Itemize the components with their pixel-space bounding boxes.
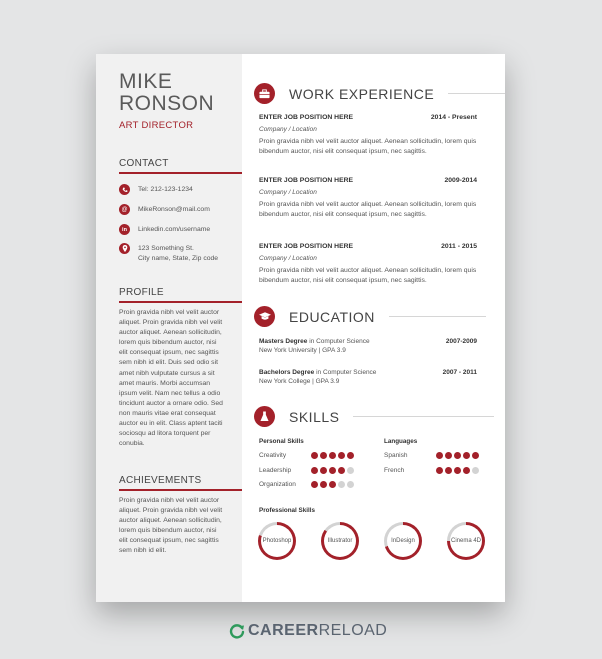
languages-label: Languages: [384, 438, 418, 445]
education-field: in Computer Science: [307, 338, 370, 345]
contact-heading: CONTACT: [119, 158, 242, 174]
skill-ring-label: Cinema 4D: [450, 525, 482, 557]
rating-dot-filled: [454, 452, 461, 459]
education-entry: [259, 337, 477, 355]
skill-ring-label: Illustrator: [324, 525, 356, 557]
skill-name: Creativity: [259, 452, 287, 459]
skill-row: [259, 481, 356, 488]
rating-dot-filled: [320, 452, 327, 459]
rating-dot-filled: [329, 452, 336, 459]
phone-text: Tel: 212-123-1234: [138, 186, 193, 193]
rating-dot-filled: [320, 481, 327, 488]
rating-dot-filled: [320, 467, 327, 474]
education-degree: Bachelors Degree: [259, 369, 315, 376]
skill-ring: [447, 522, 485, 560]
address-line-1: 123 Something St.: [138, 245, 194, 252]
rating-dot-empty: [347, 481, 354, 488]
skill-ring-label: InDesign: [387, 525, 419, 557]
skill-row: [384, 467, 481, 474]
work-experience-title: WORK EXPERIENCE: [289, 85, 435, 102]
skill-name: Spanish: [384, 452, 408, 459]
skills-divider: [353, 416, 494, 417]
rating-dot-empty: [338, 481, 345, 488]
job-company: Company / Location: [259, 255, 317, 262]
rating-dot-filled: [463, 452, 470, 459]
rating-dot-filled: [311, 452, 318, 459]
rating-dot-filled: [436, 452, 443, 459]
skill-rating: [311, 452, 356, 459]
skill-ring-label: Photoshop: [261, 525, 293, 557]
work-divider: [448, 93, 505, 94]
professional-skills-label: Professional Skills: [259, 507, 315, 514]
job-description: Proin gravida nibh vel velit auctor aliquet. Aenean sollicitudin, lorem quis bibendum auctor, nisi elit consequat ipsum, nec sagittis.: [259, 138, 477, 155]
email-text: MikeRonson@mail.com: [138, 206, 210, 213]
rating-dot-empty: [347, 467, 354, 474]
rating-dot-filled: [436, 467, 443, 474]
skill-name: Organization: [259, 481, 296, 488]
skill-rating: [436, 452, 481, 459]
skill-rating: [311, 481, 356, 488]
resume-name: [119, 71, 214, 115]
location-pin-icon: [119, 243, 130, 254]
skill-rating: [311, 467, 356, 474]
rating-dot-filled: [329, 481, 336, 488]
briefcase-icon: [254, 83, 275, 104]
rating-dot-filled: [338, 467, 345, 474]
education-dates: 2007 - 2011: [442, 369, 477, 376]
job-position: ENTER JOB POSITION HERE: [259, 177, 354, 184]
profile-text: Proin gravida nibh vel velit auctor aliquet. Proin gravida nibh vel velit auctor aliquet. Aenean sollicitudin, lorem quis bibendum auctor, nisi elit consequat ipsum, nec sagittis sem nibh id elit. Duis sed odio sit amet nibh vulputate cursus a sit amet mauris. Morbi accumsan ipsum velit. Nam nec tellus a odio tincidunt auctor a ornare odio. Sed non mauris vitae erat consequat auctor eu in elit. Class aptent taciti sociosqu ad litora torquent per conubia.: [119, 309, 223, 448]
contact-linkedin: [119, 224, 210, 235]
job-description: Proin gravida nibh vel velit auctor aliquet. Aenean sollicitudin, lorem quis bibendum auctor, nisi elit consequat ipsum, nec sagittis.: [259, 267, 477, 284]
job-position: ENTER JOB POSITION HERE: [259, 114, 354, 121]
name-last: RONSON: [119, 92, 215, 115]
education-header: [254, 306, 486, 327]
linkedin-icon: in: [119, 224, 130, 235]
rating-dot-filled: [311, 467, 318, 474]
job-position: ENTER JOB POSITION HERE: [259, 243, 354, 250]
brand-part-1: CAREER: [248, 622, 319, 639]
rating-dot-filled: [472, 452, 479, 459]
rating-dot-filled: [329, 467, 336, 474]
skills-header: [254, 406, 494, 427]
name-first: MIKE: [119, 70, 173, 93]
work-experience-header: [254, 83, 505, 104]
address-line-2: City name, State, Zip code: [138, 255, 219, 262]
skill-row: [259, 467, 356, 474]
education-field: in Computer Science: [314, 369, 377, 376]
rating-dot-filled: [445, 467, 452, 474]
rating-dot-filled: [454, 467, 461, 474]
job-dates: 2014 - Present: [430, 114, 477, 121]
skill-rating: [436, 467, 481, 474]
job-entry: [259, 243, 477, 286]
refresh-logo-icon: [229, 623, 245, 639]
job-description: Proin gravida nibh vel velit auctor aliquet. Aenean sollicitudin, lorem quis bibendum auctor, nisi elit consequat ipsum, nec sagittis.: [259, 201, 477, 218]
linkedin-text: Linkedin.com/username: [138, 226, 211, 233]
education-degree-line: [259, 337, 370, 346]
job-company: Company / Location: [259, 126, 317, 133]
contact-email: [119, 204, 210, 215]
job-dates: 2011 - 2015: [441, 243, 477, 250]
achievements-heading: ACHIEVEMENTS: [119, 475, 242, 491]
flask-icon: [254, 406, 275, 427]
education-entry: [259, 368, 477, 386]
education-degree-line: [259, 368, 376, 377]
personal-skills-label: Personal Skills: [259, 438, 304, 445]
education-school: New York College | GPA 3.9: [259, 378, 340, 385]
education-title: EDUCATION: [289, 308, 375, 325]
skill-ring: [258, 522, 296, 560]
education-dates: 2007-2009: [445, 338, 477, 345]
brand-part-2: RELOAD: [318, 622, 388, 639]
address-text: [138, 243, 218, 263]
job-dates: 2009-2014: [444, 177, 477, 184]
rating-dot-empty: [472, 467, 479, 474]
rating-dot-filled: [445, 452, 452, 459]
rating-dot-filled: [311, 481, 318, 488]
skill-ring: [384, 522, 422, 560]
skill-name: Leadership: [259, 466, 292, 474]
profile-heading: PROFILE: [119, 287, 242, 303]
at-icon: @: [119, 204, 130, 215]
skills-title: SKILLS: [289, 408, 340, 425]
phone-icon: [119, 184, 130, 195]
education-degree: Masters Degree: [259, 338, 308, 345]
contact-address: [119, 243, 218, 263]
rating-dot-filled: [347, 452, 354, 459]
job-entry: [259, 177, 477, 220]
graduation-cap-icon: [254, 306, 275, 327]
skill-row: [384, 452, 481, 459]
achievements-text: Proin gravida nibh vel velit auctor aliquet. Proin gravida nibh vel velit auctor aliquet. Aenean sollicitudin, lorem quis bibendum auctor, nisi elit consequat ipsum, nec sagittis sem nibh id elit.: [119, 497, 223, 555]
rating-dot-filled: [338, 452, 345, 459]
rating-dot-filled: [463, 467, 470, 474]
contact-phone: [119, 184, 193, 195]
career-reload-logo: [229, 622, 387, 640]
skill-name: French: [384, 466, 405, 474]
resume-page: [96, 54, 505, 602]
job-entry: [259, 114, 477, 157]
resume-job-title: ART DIRECTOR: [119, 120, 194, 131]
education-school: New York University | GPA 3.9: [259, 347, 346, 354]
skill-row: [259, 452, 356, 459]
job-company: Company / Location: [259, 189, 317, 196]
skill-ring: [321, 522, 359, 560]
education-divider: [389, 316, 486, 317]
